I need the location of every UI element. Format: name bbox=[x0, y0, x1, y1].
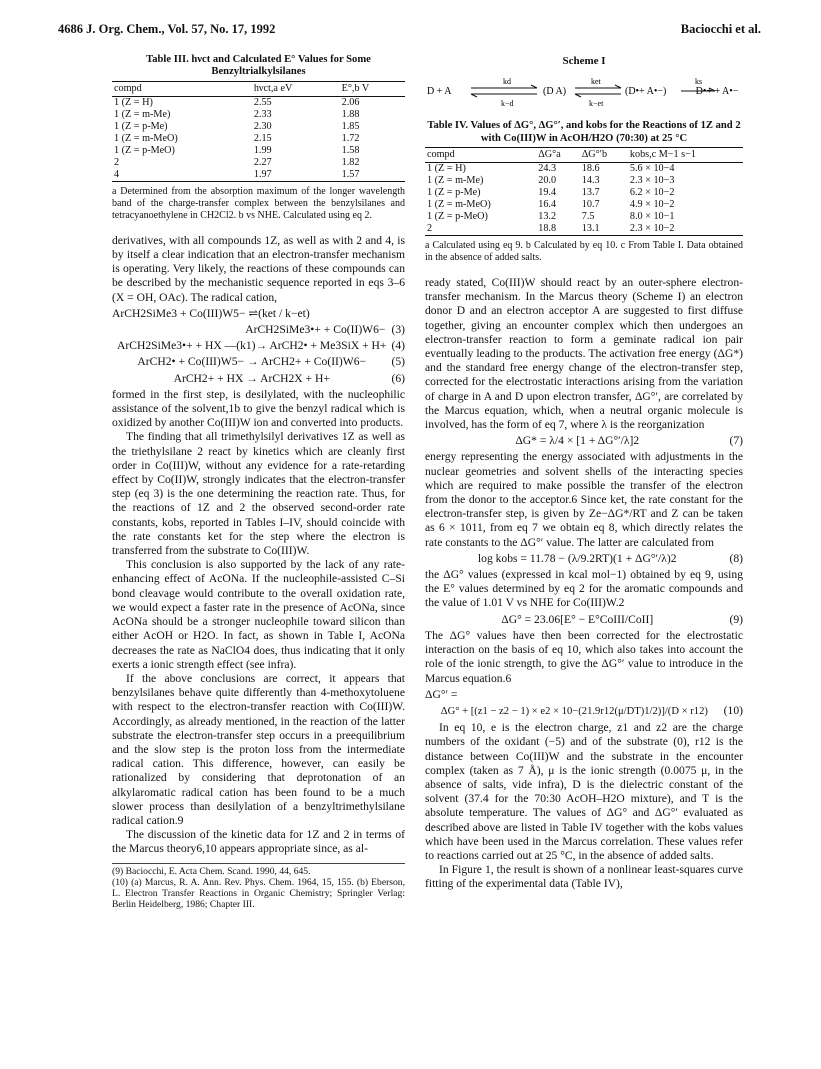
table-iii-title: Table III. hνct and Calculated E° Values for Some Benzyltrialkylsilanes bbox=[146, 54, 371, 78]
cell: 1 (Z = m-Me) bbox=[427, 175, 484, 187]
table-row bbox=[112, 169, 405, 182]
equation-text: ArCH2SiMe3 + Co(III)W5− ⇌(ket / k−et) bbox=[112, 306, 310, 320]
cell: 7.5 bbox=[581, 211, 595, 223]
footnote-9: (9) Baciocchi, E. Acta Chem. Scand. 1990, 44, 645. bbox=[112, 865, 311, 877]
cell: 19.4 bbox=[538, 187, 557, 199]
table-iii bbox=[112, 54, 405, 222]
equation-3a bbox=[112, 307, 405, 321]
cell: 2.15 bbox=[253, 132, 272, 144]
table-iv-col-compd: compd bbox=[425, 148, 536, 163]
paragraph: The ΔG° values have then been corrected for the electrostatic interaction on the basis of eq 10, which also takes into account the role of the ionic strength, to give the ΔG°′ value to introduce in the Marcus equation.6 bbox=[425, 628, 743, 685]
cell: 4.9 × 10−2 bbox=[629, 199, 675, 211]
cell: 4 bbox=[112, 169, 252, 182]
scheme-rate-k-d: k−d bbox=[501, 99, 514, 109]
scheme-i bbox=[425, 54, 743, 110]
equation-text: ΔG°′ = bbox=[425, 687, 458, 701]
cell: 5.6 × 10−4 bbox=[629, 163, 675, 175]
scheme-diagram bbox=[425, 70, 743, 110]
left-column bbox=[112, 54, 405, 910]
paragraph: If the above conclusions are correct, it appears that benzylsilanes behave quite differently than 4-methoxytoluene with respect to the electron-transfer reaction with Co(III)W. Accordingly, as already mentioned, in the reaction of the latter substrate the electron-transfer step occurs in a preequilibrium and the slow step is the proton loss from the intermediate radical cation. This difference, however, can easily be rationalized by considering that deprotonation of an alkylaromatic radical cation has been found to be a much slower process than desilylation of a benzyltrimethylsilane radical cation.9 bbox=[112, 671, 405, 827]
table-iv-col-dg: ΔG°a bbox=[536, 148, 580, 163]
cell: 2 bbox=[114, 156, 120, 168]
cell: 2.06 bbox=[341, 96, 360, 108]
paragraph: In eq 10, e is the electron charge, z1 and z2 are the charge numbers of the oxidant (−5) and of the substrate (0), r12 is the distance between Co(III)W and the substrate in the encounter complex (taken as 7 Å), μ is the ionic strength (0.0075 μ, in the absence of salts, vide infra), D is the dielectric constant of the solvent (37.4 for the 70:30 AcOH–H2O mixture), and T is the absolute temperature. The values of ΔG° and ΔG°′ evaluated as described above are listed in Table IV together with the kobs values which have been used in the Marcus correlation. These values refer to reactions carried out at 25 °C, in the absence of added salts. bbox=[425, 721, 743, 862]
cell: 13.2 bbox=[538, 211, 557, 223]
paragraph: energy representing the energy associated with adjustments in the nuclear geometries and solvent shells of the interacting species which are required to make possible the transfer of the electron from the donor to the acceptor.6 Since ket, the rate constant for the electron-transfer step, is given by Ze−ΔG*/RT and Z can be taken as 6 × 1011, from eq 7 we obtain eq 8, which directly relates the rate constants to the ΔG°′ value. The latter are calculated from bbox=[425, 450, 743, 549]
equation-5 bbox=[112, 355, 405, 369]
footnotes bbox=[112, 863, 405, 911]
paragraph: formed in the first step, is desilylated, with the nucleophilic assistance of the solvent,1b to give the benzyl radical which is oxidized by another Co(III)W ion and converted into products. bbox=[112, 387, 405, 430]
running-header bbox=[58, 22, 761, 40]
paragraph: the ΔG° values (expressed in kcal mol−1) obtained by eq 9, using the E° values determined by eq 2 for the aromatic compounds and the value of 1.01 V vs NHE for Co(III)W.2 bbox=[425, 568, 743, 610]
table-row bbox=[425, 223, 743, 236]
equation-8 bbox=[425, 552, 743, 566]
equation-10a bbox=[425, 688, 743, 702]
cell: 14.3 bbox=[581, 175, 600, 187]
table-row bbox=[112, 133, 405, 145]
cell: 1 (Z = m-MeO) bbox=[427, 199, 491, 211]
cell: 2.33 bbox=[253, 108, 272, 120]
equation-text: ΔG° = 23.06[E° − E°CoIII/CoII] bbox=[501, 612, 654, 626]
equation-number: (3) bbox=[391, 323, 405, 337]
equation-3b bbox=[112, 323, 405, 337]
table-iii-grid bbox=[112, 81, 405, 182]
cell: 1.57 bbox=[340, 169, 405, 182]
cell: 2.30 bbox=[253, 120, 272, 132]
cell: 2.55 bbox=[253, 96, 272, 108]
table-iv-title: Table IV. Values of ΔG°, ΔG°′, and kobs for the Reactions of 1Z and 2 with Co(III)W in AcOH/H2O (70:30) at 25 °C bbox=[427, 120, 741, 144]
equation-7 bbox=[425, 434, 743, 448]
table-iii-footnote: a Determined from the absorption maximum of the longer wavelength band of the charge-transfer complex between the benzylsilanes and tetracyanoethylene in CH2Cl2. b vs NHE. Calculated using eq 2. bbox=[112, 185, 405, 221]
scheme-species-encounter: (D A) bbox=[543, 86, 567, 98]
table-row bbox=[112, 145, 405, 157]
equation-text: ArCH2• + Co(III)W5− → ArCH2+ + Co(II)W6− bbox=[137, 355, 367, 369]
scheme-species-da: D + A bbox=[427, 86, 452, 98]
cell: 1.88 bbox=[341, 108, 360, 120]
equation-4 bbox=[112, 339, 405, 353]
paragraph: In Figure 1, the result is shown of a nonlinear least-squares curve fitting of the experimental data (Table IV), bbox=[425, 863, 743, 891]
equation-text: ArCH2+ + HX → ArCH2X + H+ bbox=[173, 371, 330, 385]
cell: 8.0 × 10−1 bbox=[629, 211, 675, 223]
cell: 20.0 bbox=[538, 175, 557, 187]
equation-text: ArCH2SiMe3•+ + HX —(k1)→ ArCH2• + Me3SiX + H+ bbox=[117, 339, 387, 353]
table-iii-col-hv: hνct,a eV bbox=[252, 81, 340, 96]
cell: 1.58 bbox=[341, 144, 360, 156]
equation-number: (8) bbox=[729, 551, 743, 565]
cell: 1 (Z = H) bbox=[114, 96, 153, 108]
paragraph: derivatives, with all compounds 1Z, as well as with 2 and 4, is by itself a clear indication that an electron-transfer mechanism is operating. Very likely, the reactions of these compounds can be described by the mechanistic sequence reported in eqs 3–6 (X = OH, OAc). The radical cation, bbox=[112, 233, 405, 304]
equation-text: ΔG° + [(z1 − z2 − 1) × e2 × 10−(21.9r12(μ/DT)1/2)]/(D × r12) bbox=[440, 705, 708, 717]
equation-number: (9) bbox=[729, 612, 743, 626]
cell: 1 (Z = p-MeO) bbox=[114, 144, 175, 156]
cell: 1.99 bbox=[253, 144, 272, 156]
table-row bbox=[425, 175, 743, 187]
scheme-rate-ks: ks bbox=[695, 77, 703, 87]
cell: 2.27 bbox=[253, 156, 272, 168]
table-row bbox=[112, 157, 405, 169]
equation-number: (5) bbox=[391, 355, 405, 369]
cell: 1.85 bbox=[341, 120, 360, 132]
cell: 1.82 bbox=[341, 156, 360, 168]
cell: 1 (Z = H) bbox=[427, 163, 466, 175]
table-iv-footnote: a Calculated using eq 9. b Calculated by eq 10. c From Table I. Data obtained in the absence of added salts. bbox=[425, 240, 743, 264]
equation-10b bbox=[425, 704, 743, 719]
cell: 18.6 bbox=[581, 163, 600, 175]
table-iv bbox=[425, 120, 743, 264]
scheme-species-ion-pair: (D•+ A•−) bbox=[625, 86, 667, 98]
right-column bbox=[425, 54, 743, 892]
table-row bbox=[112, 96, 405, 109]
cell: 13.1 bbox=[580, 223, 628, 236]
equation-text: log kobs = 11.78 − (λ/9.2RT)(1 + ΔG°′/λ)2 bbox=[477, 551, 677, 565]
cell: 18.8 bbox=[536, 223, 580, 236]
scheme-rate-k-et: k−et bbox=[589, 99, 604, 109]
cell: 1 (Z = p-Me) bbox=[114, 120, 168, 132]
cell: 1 (Z = p-MeO) bbox=[427, 211, 488, 223]
paragraph: This conclusion is also supported by the lack of any rate-enhancing effect of AcONa. If the nucleophile-assisted C–Si bond cleavage would contribute to the overall oxidation rate, we would expect a faster rate in the presence of AcONa, since AcONa should be a stronger nucleophile toward silicon than either AcOH or H2O. In fact, as shown in Table I, AcONa decreases the rate as NaClO4 does, thus indicating that it only exerts a ionic strength effect (see infra). bbox=[112, 558, 405, 671]
cell: 1 (Z = m-Me) bbox=[114, 108, 171, 120]
equation-text: ArCH2SiMe3•+ + Co(II)W6− bbox=[245, 323, 386, 337]
equation-6 bbox=[112, 372, 405, 386]
equation-number: (7) bbox=[729, 434, 743, 448]
table-iv-col-dgp: ΔG°′b bbox=[580, 148, 628, 163]
table-row bbox=[425, 199, 743, 211]
table-row bbox=[425, 187, 743, 199]
cell: 13.7 bbox=[581, 187, 600, 199]
paragraph: The discussion of the kinetic data for 1Z and 2 in terms of the Marcus theory6,10 appears appropriate since, as al- bbox=[112, 828, 405, 856]
scheme-rate-kd: kd bbox=[503, 77, 511, 87]
journal-citation: 4686 J. Org. Chem., Vol. 57, No. 17, 1992 bbox=[58, 22, 276, 36]
footnote-10: (10) (a) Marcus, R. A. Ann. Rev. Phys. Chem. 1964, 15, 155. (b) Eberson, L. Electron Transfer Reactions in Organic Chemistry; Springler Verlag: Berlin Heidelberg, 1986; Chapter III. bbox=[112, 876, 405, 911]
paragraph: The finding that all trimethylsilyl derivatives 1Z as well as the triethylsilane 2 react by kinetics which are cleanly first order in Co(III)W, without any evidence for a rate-retarding effect by Co(II)W, strongly indicates that the electron-transfer step (eq 3) is the one determining the reaction rate. Thus, for the reactions of 1Z and 2 the observed second-order rate constants, kobs, reported in Tables I–IV, should coincide with the rate constants ket for the step where the electron is transferred from the substrate to Co(III)W. bbox=[112, 430, 405, 558]
cell: 2 bbox=[425, 223, 536, 236]
equation-9 bbox=[425, 613, 743, 627]
table-iv-grid bbox=[425, 147, 743, 236]
cell: 16.4 bbox=[538, 199, 557, 211]
table-row bbox=[112, 121, 405, 133]
table-row bbox=[425, 211, 743, 223]
equation-number: (10) bbox=[723, 703, 743, 717]
equation-number: (6) bbox=[391, 371, 405, 385]
cell: 1 (Z = p-Me) bbox=[427, 187, 481, 199]
cell: 10.7 bbox=[581, 199, 600, 211]
cell: 2.3 × 10−3 bbox=[629, 175, 675, 187]
table-row bbox=[425, 163, 743, 176]
cell: 6.2 × 10−2 bbox=[629, 187, 675, 199]
equation-text: ΔG* = λ/4 × [1 + ΔG°′/λ]2 bbox=[515, 434, 640, 448]
cell: 1 (Z = m-MeO) bbox=[114, 132, 178, 144]
scheme-species-products: D•+ + A•− bbox=[695, 86, 739, 98]
table-iii-col-e: E°,b V bbox=[340, 81, 405, 96]
authors-header: Baciocchi et al. bbox=[680, 22, 761, 36]
table-row bbox=[112, 109, 405, 121]
paragraph: ready stated, Co(III)W should react by an outer-sphere electron-transfer mechanism. In the Marcus theory (Scheme I) an electron donor D and an electron acceptor A are suggested to first diffuse together, giving an encounter complex which then undergoes an electron-transfer reaction to form a geminate radical ion pair eventually leading to the products. The activation free energy (ΔG*) and the standard free energy change of the electron-transfer step, corrected for the electrostatic interactions arising from the variation of charge in A and D upon electron transfer, ΔG°′, are correlated by the Marcus equation, which, when a neutral organic molecule is involved, has the form of eq 7, where λ is the reorganization bbox=[425, 276, 743, 432]
cell: 1.97 bbox=[252, 169, 340, 182]
table-iv-col-kobs: kobs,c M−1 s−1 bbox=[628, 148, 743, 163]
scheme-rate-ket: ket bbox=[591, 77, 601, 87]
scheme-title: Scheme I bbox=[562, 55, 606, 67]
cell: 1.72 bbox=[341, 132, 360, 144]
cell: 24.3 bbox=[538, 163, 557, 175]
table-iii-col-compd: compd bbox=[112, 81, 252, 96]
equation-number: (4) bbox=[391, 339, 405, 353]
cell: 2.3 × 10−2 bbox=[628, 223, 743, 236]
